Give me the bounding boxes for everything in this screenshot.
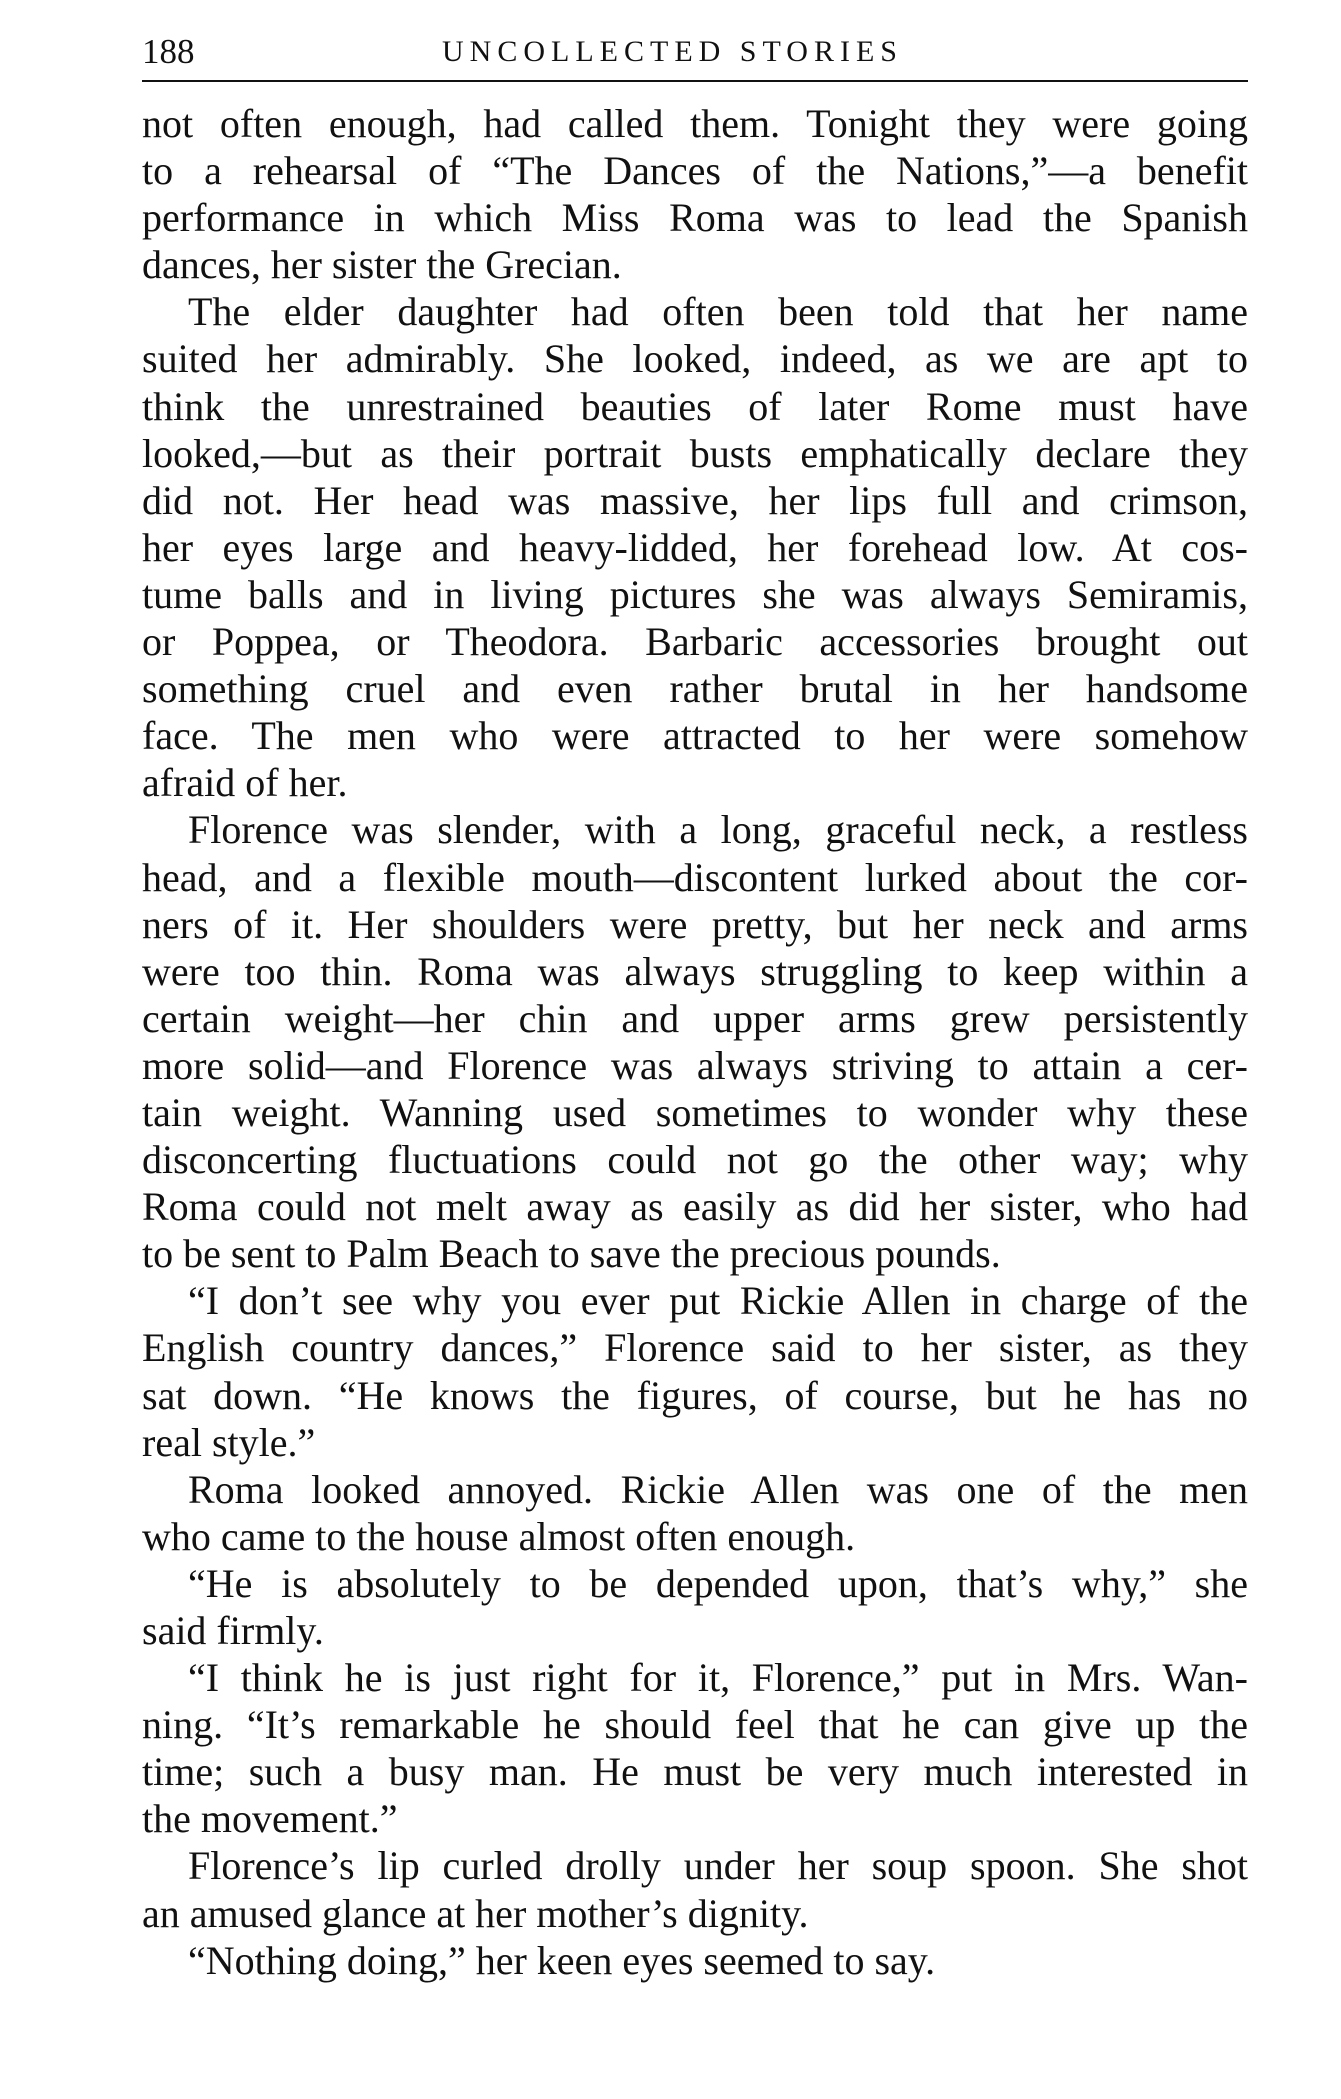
text-line: ning. “It’s remarkable he should feel that he can give up the xyxy=(142,1702,1248,1748)
page-number: 188 xyxy=(142,32,195,71)
text-line: “I think he is just right for it, Florence,” put in Mrs. Wan- xyxy=(188,1655,1248,1701)
text-line: to a rehearsal of “The Dances of the Nations,”—a benefit xyxy=(142,148,1248,194)
text-line: suited her admirably. She looked, indeed, as we are apt to xyxy=(142,336,1248,382)
text-line: who came to the house almost often enough. xyxy=(142,1513,856,1559)
paragraph xyxy=(142,288,1248,806)
text-line: to be sent to Palm Beach to save the precious pounds. xyxy=(142,1231,1001,1277)
text-line: face. The men who were attracted to her were somehow xyxy=(142,713,1248,759)
book-title: UNCOLLECTED STORIES xyxy=(442,35,903,68)
text-line: Roma could not melt away as easily as did her sister, who had xyxy=(142,1184,1248,1230)
text-line: head, and a flexible mouth—discontent lurked about the cor- xyxy=(142,854,1248,900)
text-line: Florence’s lip curled drolly under her soup spoon. She shot xyxy=(188,1843,1248,1889)
text-line: did not. Her head was massive, her lips full and crimson, xyxy=(142,477,1248,523)
text-line: certain weight—her chin and upper arms grew persistently xyxy=(142,995,1248,1041)
running-head xyxy=(142,26,1244,78)
text-line: her eyes large and heavy-lidded, her forehead low. At cos- xyxy=(142,524,1248,570)
paragraph xyxy=(142,100,1248,288)
text-line: English country dances,” Florence said to her sister, as they xyxy=(142,1325,1248,1371)
paragraph xyxy=(142,806,1248,1277)
text-line: tume balls and in living pictures she was always Semiramis, xyxy=(142,571,1248,617)
paragraph xyxy=(142,1654,1248,1842)
text-line: disconcerting fluctuations could not go the other way; why xyxy=(142,1137,1248,1183)
paragraph xyxy=(142,1937,1248,1984)
text-line: the movement.” xyxy=(142,1796,398,1842)
header-rule xyxy=(142,80,1248,82)
text-line: an amused glance at her mother’s dignity. xyxy=(142,1890,809,1936)
text-line: “Nothing doing,” her keen eyes seemed to say. xyxy=(188,1937,936,1983)
paragraph xyxy=(142,1560,1248,1654)
text-line: think the unrestrained beauties of later Rome must have xyxy=(142,383,1248,429)
text-line: performance in which Miss Roma was to lead the Spanish xyxy=(142,195,1248,241)
text-line: not often enough, had called them. Tonight they were going xyxy=(142,101,1248,146)
text-line: Roma looked annoyed. Rickie Allen was one of the men xyxy=(188,1466,1248,1512)
text-line: “I don’t see why you ever put Rickie Allen in charge of the xyxy=(188,1278,1248,1324)
text-line: The elder daughter had often been told that her name xyxy=(188,289,1248,335)
text-line: Florence was slender, with a long, graceful neck, a restless xyxy=(188,807,1248,853)
text-line: time; such a busy man. He must be very much interested in xyxy=(142,1749,1248,1795)
text-line: real style.” xyxy=(142,1419,316,1465)
text-line: or Poppea, or Theodora. Barbaric accessories brought out xyxy=(142,619,1248,665)
text-line: tain weight. Wanning used sometimes to wonder why these xyxy=(142,1089,1248,1135)
text-line: sat down. “He knows the figures, of course, but he has no xyxy=(142,1372,1248,1418)
text-line: afraid of her. xyxy=(142,760,348,806)
text-line: something cruel and even rather brutal in her handsome xyxy=(142,666,1248,712)
text-line: dances, her sister the Grecian. xyxy=(142,242,622,288)
paragraph xyxy=(142,1842,1248,1936)
text-line: more solid—and Florence was always striving to attain a cer- xyxy=(142,1042,1248,1088)
body-text xyxy=(142,100,1248,1984)
text-line: “He is absolutely to be depended upon, that’s why,” she xyxy=(188,1560,1248,1606)
text-line: looked,—but as their portrait busts emphatically declare they xyxy=(142,430,1248,476)
text-line: were too thin. Roma was always struggling to keep within a xyxy=(142,948,1248,994)
paragraph xyxy=(142,1466,1248,1560)
paragraph xyxy=(142,1277,1248,1465)
text-line: said firmly. xyxy=(142,1608,324,1653)
text-line: ners of it. Her shoulders were pretty, but her neck and arms xyxy=(142,901,1248,947)
